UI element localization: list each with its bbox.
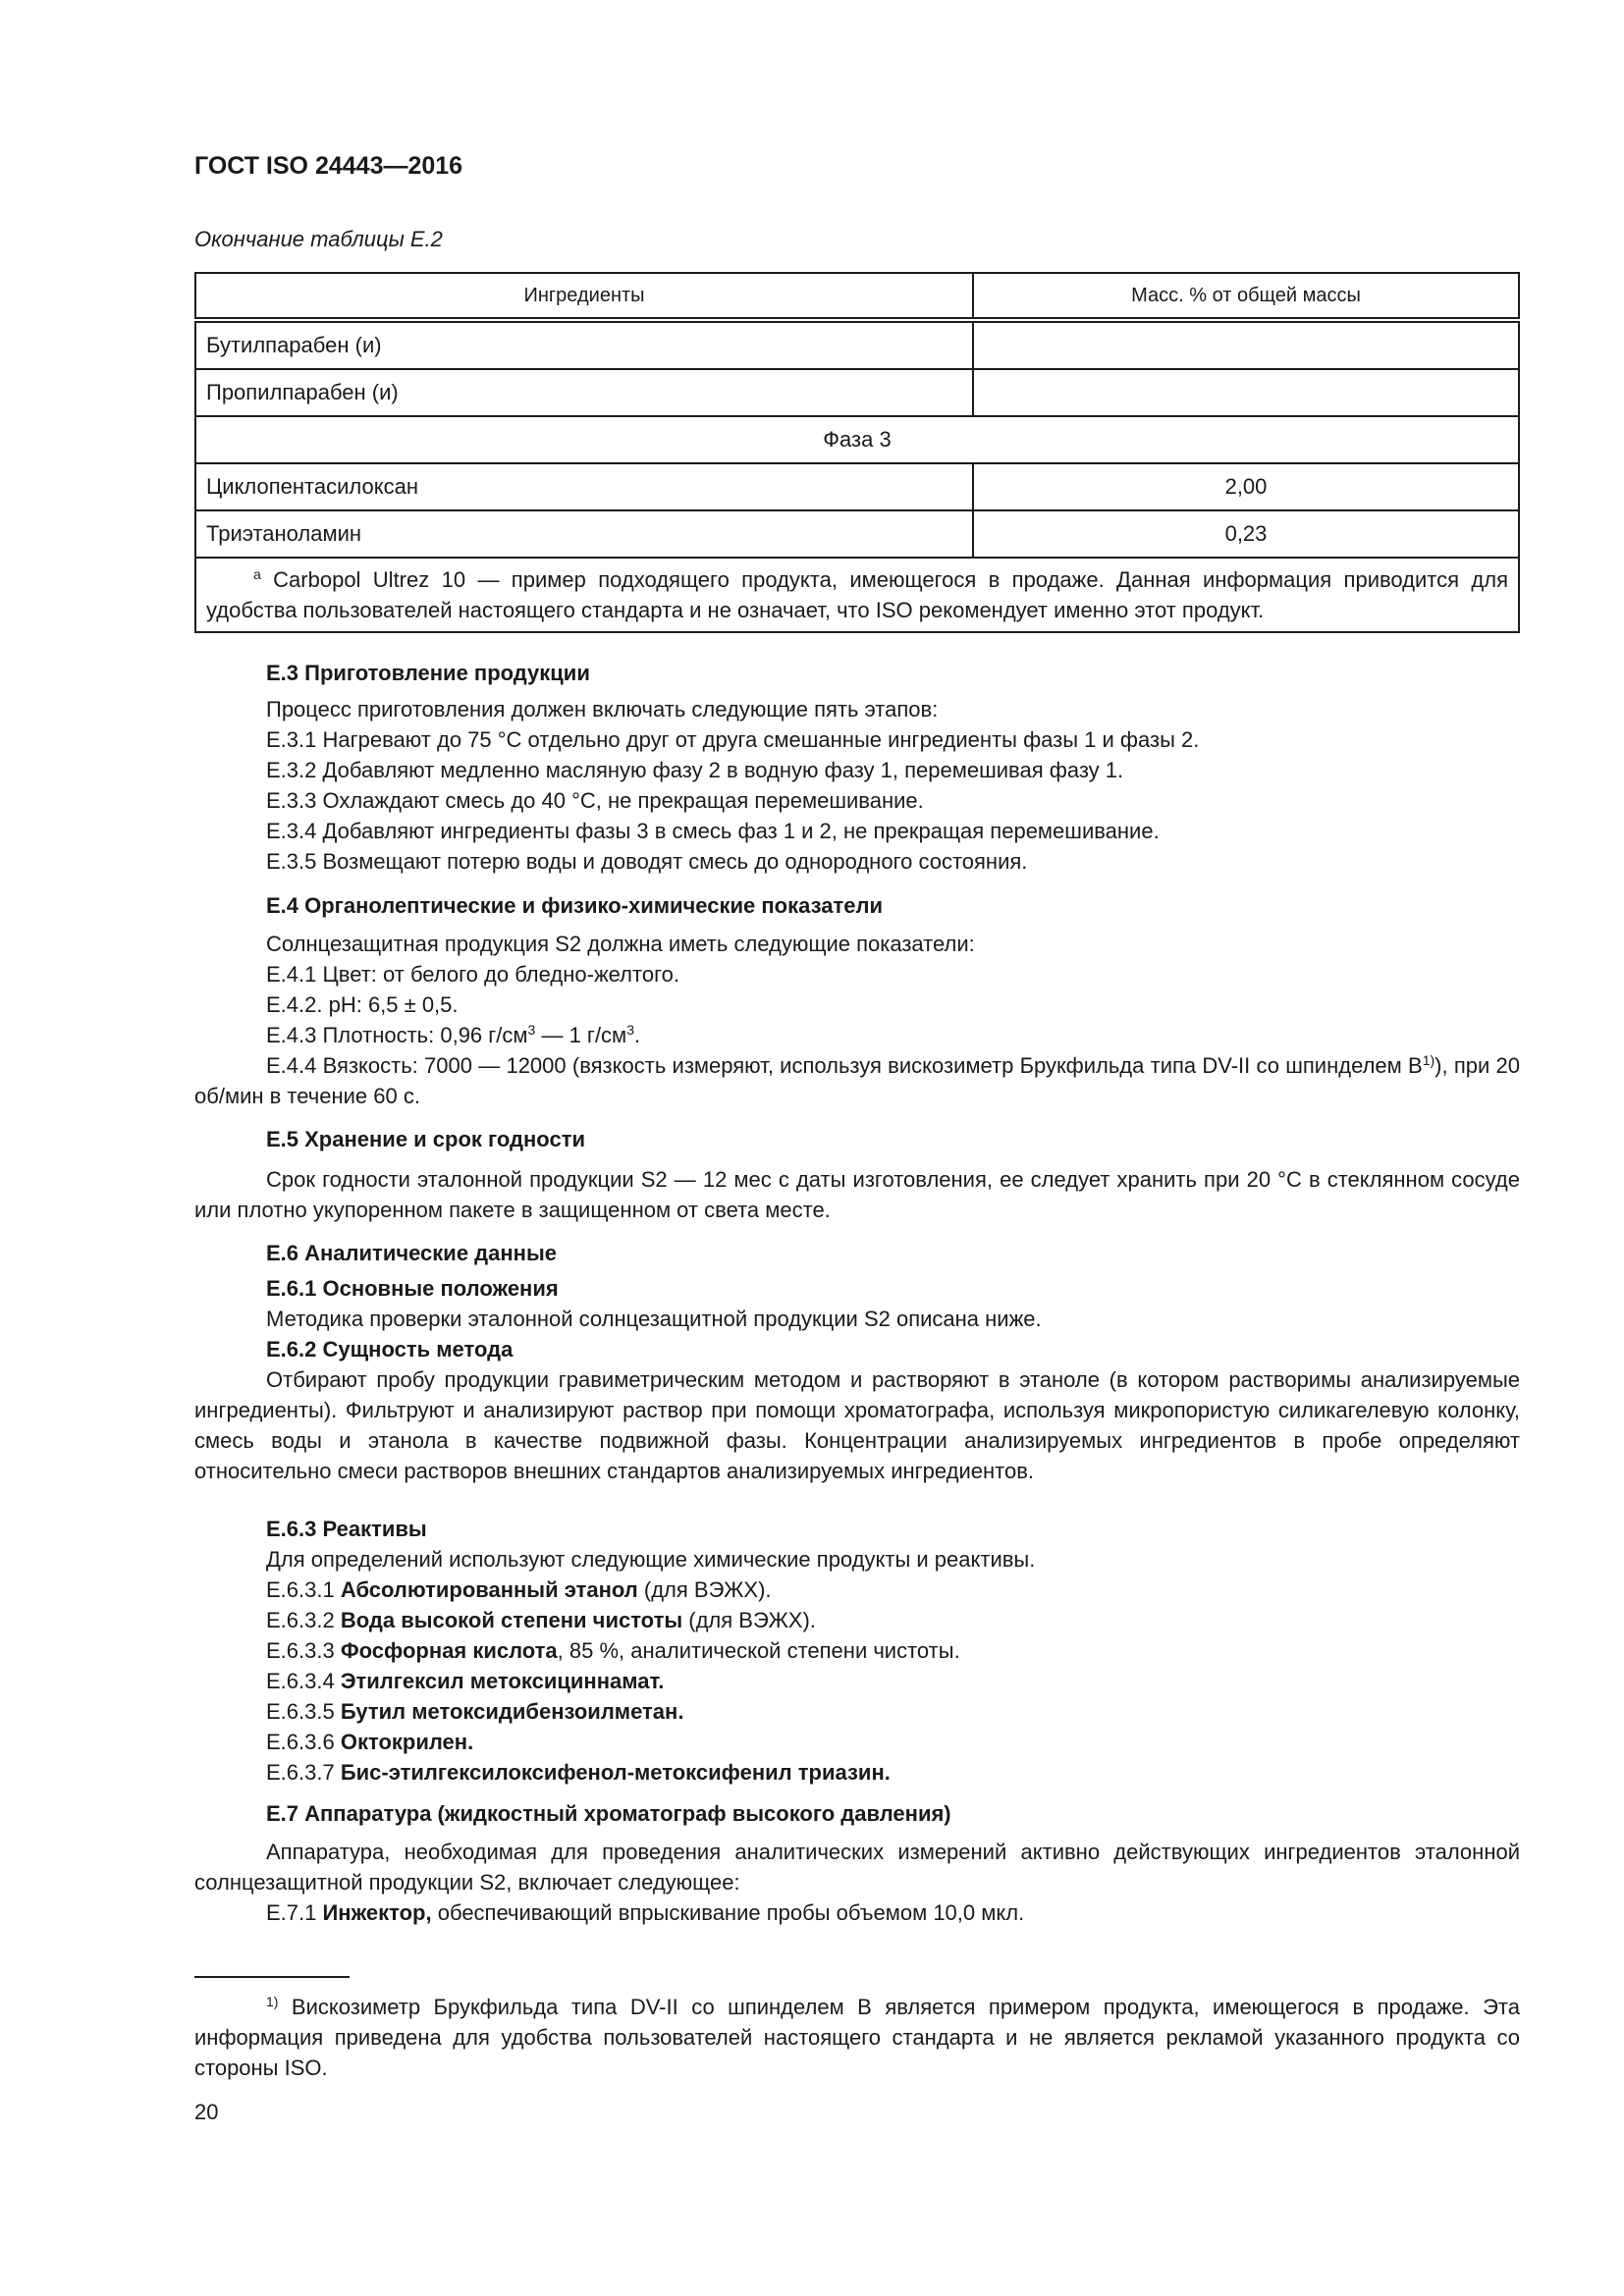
item-number: Е.6.3.1 (266, 1577, 341, 1602)
ingredients-table (194, 272, 1520, 633)
table-footnote (195, 558, 1519, 632)
item-number: Е.6.3.7 (266, 1760, 341, 1785)
apparatus-name: Инжектор, (322, 1900, 432, 1925)
ingredient-name: Циклопентасилоксан (195, 463, 973, 510)
table-row (195, 463, 1519, 510)
footnote-mark: a (253, 566, 261, 582)
paragraph: Е.4.1 Цвет: от белого до бледно-желтого. (266, 962, 679, 987)
paragraph: Процесс приготовления должен включать следующие пять этапов: (266, 697, 939, 721)
list-item (194, 1757, 1520, 1788)
reagents-list (194, 1544, 1520, 1788)
item-number: Е.7.1 (266, 1900, 323, 1925)
reagent-name: Абсолютированный этанол (340, 1577, 638, 1602)
reagent-name: Бис-этилгексилоксифенол-метоксифенил триазин. (340, 1760, 891, 1785)
ingredient-value: 0,23 (973, 510, 1519, 558)
paragraph: Отбирают пробу продукции гравиметрическим методом и растворяют в этаноле (в котором растворимы анализируемые ингредиенты). Фильтруют и анализируют раствор при помощи хроматографа, используя микропористую силикагелевую колонку, смесь воды и этанола в качестве подвижной фазы. Концентрации анализируемых ингредиентов в пробе определяют относительно смеси растворов внешних стандартов анализируемых ингредиентов. (194, 1367, 1520, 1483)
list-item (194, 1575, 1520, 1605)
paragraph: Е.3.4 Добавляют ингредиенты фазы 3 в смесь фаз 1 и 2, не прекращая перемешивание. (266, 819, 1160, 843)
density-text: . (633, 1023, 641, 1047)
list-item (194, 1605, 1520, 1635)
reagent-note: (для ВЭЖХ). (637, 1577, 772, 1602)
footnote-mark: 1) (266, 1994, 279, 2009)
viscosity-text: ), при 20 об/мин в течение 60 с. (194, 1053, 1520, 1108)
footnote-text: Вискозиметр Брукфильда типа DV-II со шпинделем В является примером продукта, имеющегося в продаже. Эта информация приведена для удобства пользователей настоящего стандарта и не является рекламой указанного продукта со стороны ISO. (194, 1995, 1520, 2080)
footnote-ref: 1) (1422, 1052, 1435, 1068)
paragraph: Е.3.1 Нагревают до 75 °С отдельно друг от друга смешанные ингредиенты фазы 1 и фазы 2. (266, 727, 1200, 752)
section-heading-e3: Е.3 Приготовление продукции (266, 661, 590, 685)
item-number: Е.6.3.2 (266, 1608, 341, 1632)
paragraph (194, 1020, 1520, 1050)
page-footnote (194, 1992, 1520, 2083)
table-footnote-row (195, 558, 1519, 632)
reagent-note: (для ВЭЖХ). (682, 1608, 816, 1632)
item-number: Е.6.3.3 (266, 1638, 341, 1663)
section-heading-e5: Е.5 Хранение и срок годности (266, 1127, 585, 1151)
ingredient-name: Триэтаноламин (195, 510, 973, 558)
column-header-mass: Масс. % от общей массы (973, 273, 1519, 320)
list-item (194, 1635, 1520, 1666)
section-e3-body (194, 694, 1520, 877)
paragraph: Методика проверки эталонной солнцезащитной продукции S2 описана ниже. (266, 1307, 1042, 1331)
reagent-name: Фосфорная кислота (340, 1638, 558, 1663)
ingredient-value (973, 320, 1519, 369)
document-title: ГОСТ ISO 24443—2016 (194, 152, 463, 180)
item-number: Е.6.3.5 (266, 1699, 341, 1724)
table-row (195, 320, 1519, 369)
page-number: 20 (194, 2100, 219, 2124)
reagent-name: Вода высокой степени чистоты (340, 1608, 683, 1632)
section-heading-e4: Е.4 Органолептические и физико-химические показатели (266, 893, 883, 918)
table-row (195, 510, 1519, 558)
list-item (194, 1727, 1520, 1757)
item-number: Е.6.3.4 (266, 1669, 341, 1693)
table-row (195, 369, 1519, 416)
density-text: Е.4.3 Плотность: 0,96 г/см (266, 1023, 528, 1047)
ingredient-value (973, 369, 1519, 416)
paragraph (194, 1050, 1520, 1111)
subsection-heading-e6-1: Е.6.1 Основные положения (266, 1276, 559, 1301)
subsection-heading-e6-3: Е.6.3 Реактивы (266, 1517, 427, 1541)
phase-label: Фаза 3 (195, 416, 1519, 463)
paragraph: Е.3.2 Добавляют медленно масляную фазу 2 в водную фазу 1, перемешивая фазу 1. (266, 758, 1124, 782)
item-number: Е.6.3.6 (266, 1730, 341, 1754)
paragraph: Е.4.2. рН: 6,5 ± 0,5. (266, 992, 459, 1017)
table-header-row (195, 273, 1519, 320)
list-item (194, 1897, 1520, 1928)
paragraph: Срок годности эталонной продукции S2 — 12 мес с даты изготовления, ее следует хранить при 20 °С в стеклянном сосуде или плотно укупоренном пакете в защищенном от света месте. (194, 1167, 1520, 1222)
section-heading-e7: Е.7 Аппаратура (жидкостный хроматограф высокого давления) (266, 1801, 951, 1826)
table-footnote-text: Carbopol Ultrez 10 — пример подходящего продукта, имеющегося в продаже. Данная информация приводится для удобства пользователей настоящего стандарта и не означает, что ISO рекомендует именно этот продукт. (206, 567, 1508, 622)
reagent-note: , 85 %, аналитической степени чистоты. (557, 1638, 960, 1663)
paragraph: Аппаратура, необходимая для проведения аналитических измерений активно действующих ингредиентов эталонной солнцезащитной продукции S2, включает следующее: (194, 1840, 1520, 1895)
column-header-ingredients: Ингредиенты (195, 273, 973, 320)
ingredient-name: Пропилпарабен (и) (195, 369, 973, 416)
paragraph: Е.3.3 Охлаждают смесь до 40 °С, не прекращая перемешивание. (266, 788, 924, 813)
section-heading-e6: Е.6 Аналитические данные (266, 1241, 557, 1265)
ingredient-value: 2,00 (973, 463, 1519, 510)
ingredient-name: Бутилпарабен (и) (195, 320, 973, 369)
apparatus-note: обеспечивающий впрыскивание пробы объемом 10,0 мкл. (431, 1900, 1025, 1925)
reagent-name: Бутил метоксидибензоилметан. (340, 1699, 684, 1724)
subsection-heading-e6-2: Е.6.2 Сущность метода (266, 1337, 514, 1362)
reagent-name: Октокрилен. (340, 1730, 474, 1754)
paragraph: Солнцезащитная продукция S2 должна иметь следующие показатели: (266, 932, 975, 956)
section-e4-body (194, 929, 1520, 1111)
superscript: 3 (527, 1022, 536, 1038)
phase-row (195, 416, 1519, 463)
density-text: — 1 г/см (535, 1023, 627, 1047)
table-caption: Окончание таблицы Е.2 (194, 227, 443, 251)
list-item (194, 1666, 1520, 1696)
paragraph: Е.3.5 Возмещают потерю воды и доводят смесь до однородного состояния. (266, 849, 1028, 874)
superscript: 3 (626, 1022, 634, 1038)
footnote-divider (194, 1976, 350, 1978)
viscosity-text: Е.4.4 Вязкость: 7000 — 12000 (вязкость измеряют, используя вискозиметр Брукфильда типа DV-II со шпинделем В (266, 1053, 1423, 1078)
paragraph: Для определений используют следующие химические продукты и реактивы. (266, 1547, 1036, 1572)
reagent-name: Этилгексил метоксициннамат. (340, 1669, 665, 1693)
list-item (194, 1696, 1520, 1727)
